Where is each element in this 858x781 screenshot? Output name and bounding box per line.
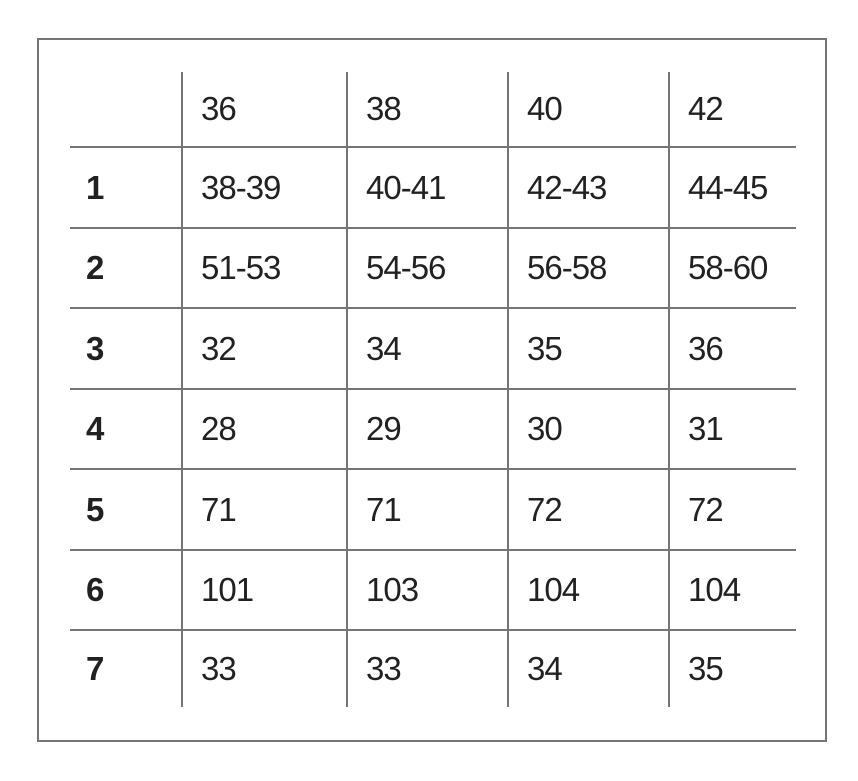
table-cell: 28 <box>182 389 347 470</box>
table-cell: 32 <box>182 308 347 389</box>
table-cell: 72 <box>508 469 669 550</box>
table-cell: 31 <box>669 389 796 470</box>
table-cell: 29 <box>347 389 508 470</box>
table-cell: 56-58 <box>508 228 669 309</box>
table-cell: 58-60 <box>669 228 796 309</box>
table-cell: 72 <box>669 469 796 550</box>
table-cell: 33 <box>347 630 508 707</box>
table-cell: 36 <box>669 308 796 389</box>
table-cell: 44-45 <box>669 147 796 228</box>
row-label: 5 <box>70 469 182 550</box>
table-cell: 104 <box>508 550 669 631</box>
table-cell: 38-39 <box>182 147 347 228</box>
table-cell: 34 <box>508 630 669 707</box>
table-row <box>70 469 796 550</box>
corner-cell <box>70 72 182 147</box>
row-label: 2 <box>70 228 182 309</box>
table-cell: 51-53 <box>182 228 347 309</box>
table-cell: 40-41 <box>347 147 508 228</box>
table-row <box>70 389 796 470</box>
table-row <box>70 308 796 389</box>
table-cell: 35 <box>508 308 669 389</box>
table-cell: 71 <box>347 469 508 550</box>
table-cell: 103 <box>347 550 508 631</box>
header-row <box>70 72 796 147</box>
size-chart-frame <box>37 38 827 742</box>
table-cell: 35 <box>669 630 796 707</box>
row-label: 1 <box>70 147 182 228</box>
table-cell: 104 <box>669 550 796 631</box>
table-row <box>70 630 796 707</box>
table-cell: 30 <box>508 389 669 470</box>
table-row <box>70 550 796 631</box>
column-header: 36 <box>182 72 347 147</box>
table-cell: 54-56 <box>347 228 508 309</box>
column-header: 40 <box>508 72 669 147</box>
column-header: 38 <box>347 72 508 147</box>
table-cell: 101 <box>182 550 347 631</box>
row-label: 3 <box>70 308 182 389</box>
row-label: 6 <box>70 550 182 631</box>
table-cell: 42-43 <box>508 147 669 228</box>
table-cell: 71 <box>182 469 347 550</box>
size-chart-table <box>70 72 796 707</box>
table-row <box>70 228 796 309</box>
row-label: 7 <box>70 630 182 707</box>
table-cell: 34 <box>347 308 508 389</box>
table-row <box>70 147 796 228</box>
column-header: 42 <box>669 72 796 147</box>
row-label: 4 <box>70 389 182 470</box>
table-cell: 33 <box>182 630 347 707</box>
